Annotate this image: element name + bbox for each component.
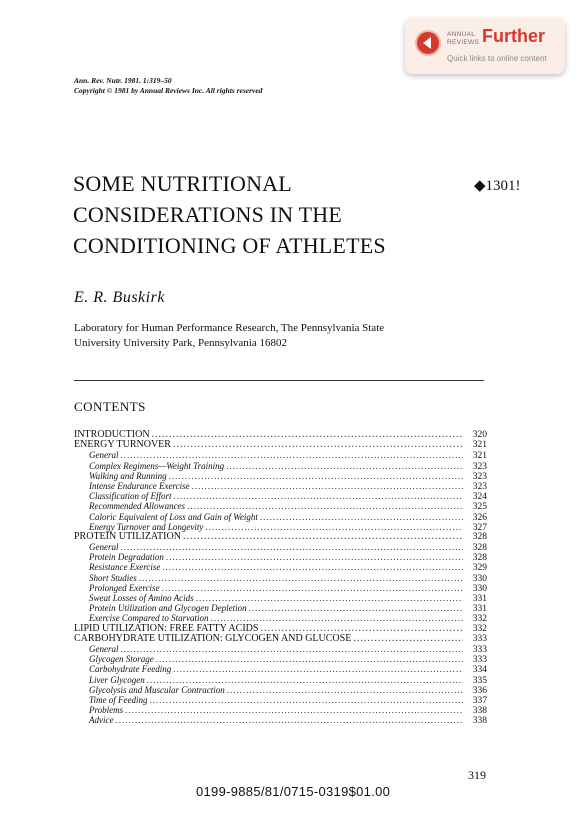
toc-entry-page: 328 <box>472 553 487 563</box>
toc-entry-label: Caloric Equivalent of Loss and Gain of Weight <box>89 511 258 522</box>
toc-leader-dots <box>260 512 463 522</box>
toc-entry-page: 323 <box>472 481 487 492</box>
toc-leader-dots <box>196 593 463 603</box>
toc-entry[interactable] <box>74 450 487 460</box>
toc-entry-page: 335 <box>472 675 487 685</box>
toc-leader-dots <box>173 664 463 674</box>
toc-leader-dots <box>183 532 463 542</box>
toc-entry-label: Protein Degradation <box>89 552 164 563</box>
toc-entry[interactable] <box>74 512 487 522</box>
toc-entry-page: 325 <box>472 502 487 512</box>
toc-entry-page: 333 <box>472 644 487 655</box>
toc-leader-dots <box>139 573 463 583</box>
price-code: 0199-9885/81/0715-0319$01.00 <box>196 784 391 799</box>
annual-reviews-logo-icon <box>415 30 441 56</box>
toc-entry-label: Intense Endurance Exercise <box>89 480 190 491</box>
badge-brand: Further <box>482 26 545 46</box>
toc-entry[interactable] <box>74 695 487 705</box>
toc-entry-label: CARBOHYDRATE UTILIZATION: GLYCOGEN AND GLUCOSE <box>74 633 352 644</box>
toc-entry-page: 330 <box>472 583 487 593</box>
toc-leader-dots <box>192 481 463 491</box>
article-code: ◆1301! <box>474 178 521 194</box>
toc-entry[interactable] <box>74 624 487 634</box>
badge-publisher: ANNUAL REVIEWS <box>447 31 480 46</box>
toc-leader-dots <box>260 624 463 634</box>
author: E. R. Buskirk <box>74 289 165 306</box>
toc-entry[interactable] <box>74 471 487 481</box>
toc-entry-label: Resistance Exercise <box>89 562 161 573</box>
toc-leader-dots <box>121 450 464 460</box>
annual-reviews-further-badge[interactable] <box>405 18 565 74</box>
table-of-contents <box>74 430 487 725</box>
toc-entry-label: Walking and Running <box>89 470 167 481</box>
toc-entry[interactable] <box>74 685 487 695</box>
toc-leader-dots <box>226 461 463 471</box>
toc-entry-label: Time of Feeding <box>89 694 148 705</box>
toc-leader-dots <box>147 675 463 685</box>
toc-leader-dots <box>173 440 463 450</box>
toc-entry-page: 327 <box>472 522 487 532</box>
affiliation <box>74 321 384 351</box>
citation <box>74 76 262 96</box>
toc-leader-dots <box>121 542 464 552</box>
toc-entry[interactable] <box>74 654 487 664</box>
toc-entry[interactable] <box>74 501 487 511</box>
toc-entry-label: Liver Glycogen <box>89 674 145 685</box>
toc-entry-label: Glycogen Storage <box>89 654 154 665</box>
toc-entry-label: LIPID UTILIZATION: FREE FATTY ACIDS <box>74 623 259 634</box>
toc-entry[interactable] <box>74 583 487 593</box>
toc-entry-page: 328 <box>472 543 487 553</box>
toc-entry[interactable] <box>74 664 487 674</box>
title-line-2: CONSIDERATIONS IN THE <box>73 202 343 227</box>
toc-leader-dots <box>227 685 463 695</box>
toc-entry[interactable] <box>74 675 487 685</box>
toc-leader-dots <box>152 430 463 440</box>
toc-entry[interactable] <box>74 430 487 440</box>
toc-entry-page: 333 <box>472 633 487 644</box>
title-line-3: CONDITIONING OF ATHLETES <box>73 233 386 258</box>
toc-entry-page: 320 <box>472 430 487 440</box>
citation-line-2: Copyright © 1981 by Annual Reviews Inc. All rights reserved <box>74 86 263 95</box>
toc-entry-label: Glycolysis and Muscular Contraction <box>89 684 225 695</box>
toc-entry-label: PROTEIN UTILIZATION <box>74 531 181 542</box>
toc-entry-label: Problems <box>89 705 124 716</box>
toc-entry-page: 321 <box>472 440 487 451</box>
toc-entry-page: 329 <box>472 563 487 573</box>
toc-entry-label: Recommended Allowances <box>89 501 186 512</box>
toc-entry-label: Exercise Compared to Starvation <box>89 613 209 624</box>
toc-leader-dots <box>249 603 463 613</box>
toc-leader-dots <box>121 644 464 654</box>
affiliation-line-2: University University Park, Pennsylvania 16802 <box>74 337 287 349</box>
toc-entry-label: ENERGY TURNOVER <box>74 440 171 451</box>
toc-entry-page: 321 <box>472 451 487 461</box>
toc-entry-label: Carbohydrate Feeding <box>89 664 172 675</box>
toc-entry[interactable] <box>74 522 487 532</box>
toc-leader-dots <box>166 552 463 562</box>
badge-tagline: Quick links to online content <box>447 54 547 63</box>
affiliation-line-1: Laboratory for Human Performance Research, The Pennsylvania State <box>74 322 385 334</box>
toc-leader-dots <box>211 613 463 623</box>
toc-entry[interactable] <box>74 705 487 715</box>
toc-entry-label: Energy Turnover and Longevity <box>89 521 204 532</box>
toc-leader-dots <box>115 715 463 725</box>
toc-entry[interactable] <box>74 552 487 562</box>
toc-entry-page: 332 <box>472 614 487 624</box>
toc-entry[interactable] <box>74 573 487 583</box>
toc-entry[interactable] <box>74 562 487 572</box>
toc-entry-page: 337 <box>472 695 487 706</box>
toc-entry-page: 338 <box>472 706 487 716</box>
toc-entry-label: Prolonged Exercise <box>89 582 160 593</box>
toc-entry[interactable] <box>74 715 487 725</box>
toc-entry-page: 331 <box>472 594 487 604</box>
divider <box>74 380 484 381</box>
toc-entry-label: Short Studies <box>89 572 137 583</box>
toc-entry-label: INTRODUCTION <box>74 430 150 440</box>
toc-entry[interactable] <box>74 461 487 471</box>
toc-entry-page: 334 <box>472 665 487 675</box>
toc-leader-dots <box>187 501 463 511</box>
toc-entry-page: 330 <box>472 573 487 583</box>
toc-leader-dots <box>162 562 463 572</box>
toc-leader-dots <box>205 522 463 532</box>
toc-entry-page: 326 <box>472 512 487 522</box>
toc-entry[interactable] <box>74 613 487 623</box>
toc-entry-page: 338 <box>472 716 487 726</box>
toc-entry[interactable] <box>74 491 487 501</box>
toc-entry[interactable] <box>74 532 487 542</box>
citation-line-1: Ann. Rev. Nutr. 1981. 1:319–50 <box>74 76 172 85</box>
toc-entry-label: Classification of Effort <box>89 491 172 502</box>
page-number: 319 <box>468 768 486 782</box>
toc-entry-label: General <box>89 450 119 461</box>
toc-entry-page: 332 <box>472 623 487 634</box>
toc-entry[interactable] <box>74 593 487 603</box>
toc-leader-dots <box>125 705 463 715</box>
toc-entry-label: Complex Regimens—Weight Training <box>89 460 225 471</box>
toc-entry-page: 336 <box>472 685 487 695</box>
toc-entry[interactable] <box>74 644 487 654</box>
toc-leader-dots <box>169 471 463 481</box>
toc-entry-label: Advice <box>89 715 114 726</box>
toc-entry[interactable] <box>74 542 487 552</box>
toc-entry[interactable] <box>74 634 487 644</box>
toc-entry-page: 333 <box>472 655 487 665</box>
toc-entry-page: 323 <box>472 471 487 481</box>
toc-entry-page: 331 <box>472 604 487 614</box>
toc-entry[interactable] <box>74 440 487 450</box>
paper-title <box>73 168 386 261</box>
toc-leader-dots <box>162 583 463 593</box>
toc-entry-label: Sweat Losses of Amino Acids <box>89 593 194 603</box>
toc-leader-dots <box>174 491 463 501</box>
contents-heading: CONTENTS <box>74 399 146 414</box>
toc-entry-page: 328 <box>472 531 487 542</box>
toc-leader-dots <box>150 695 464 705</box>
toc-entry[interactable] <box>74 481 487 491</box>
toc-leader-dots <box>353 634 463 644</box>
title-line-1: SOME NUTRITIONAL <box>73 171 292 196</box>
toc-entry-label: General <box>89 542 119 553</box>
toc-entry[interactable] <box>74 603 487 613</box>
toc-entry-page: 324 <box>472 492 487 502</box>
toc-entry-label: Protein Utilization and Glycogen Depletion <box>89 603 247 614</box>
toc-entry-page: 323 <box>472 461 487 471</box>
toc-leader-dots <box>156 654 463 664</box>
toc-entry-label: General <box>89 643 119 654</box>
